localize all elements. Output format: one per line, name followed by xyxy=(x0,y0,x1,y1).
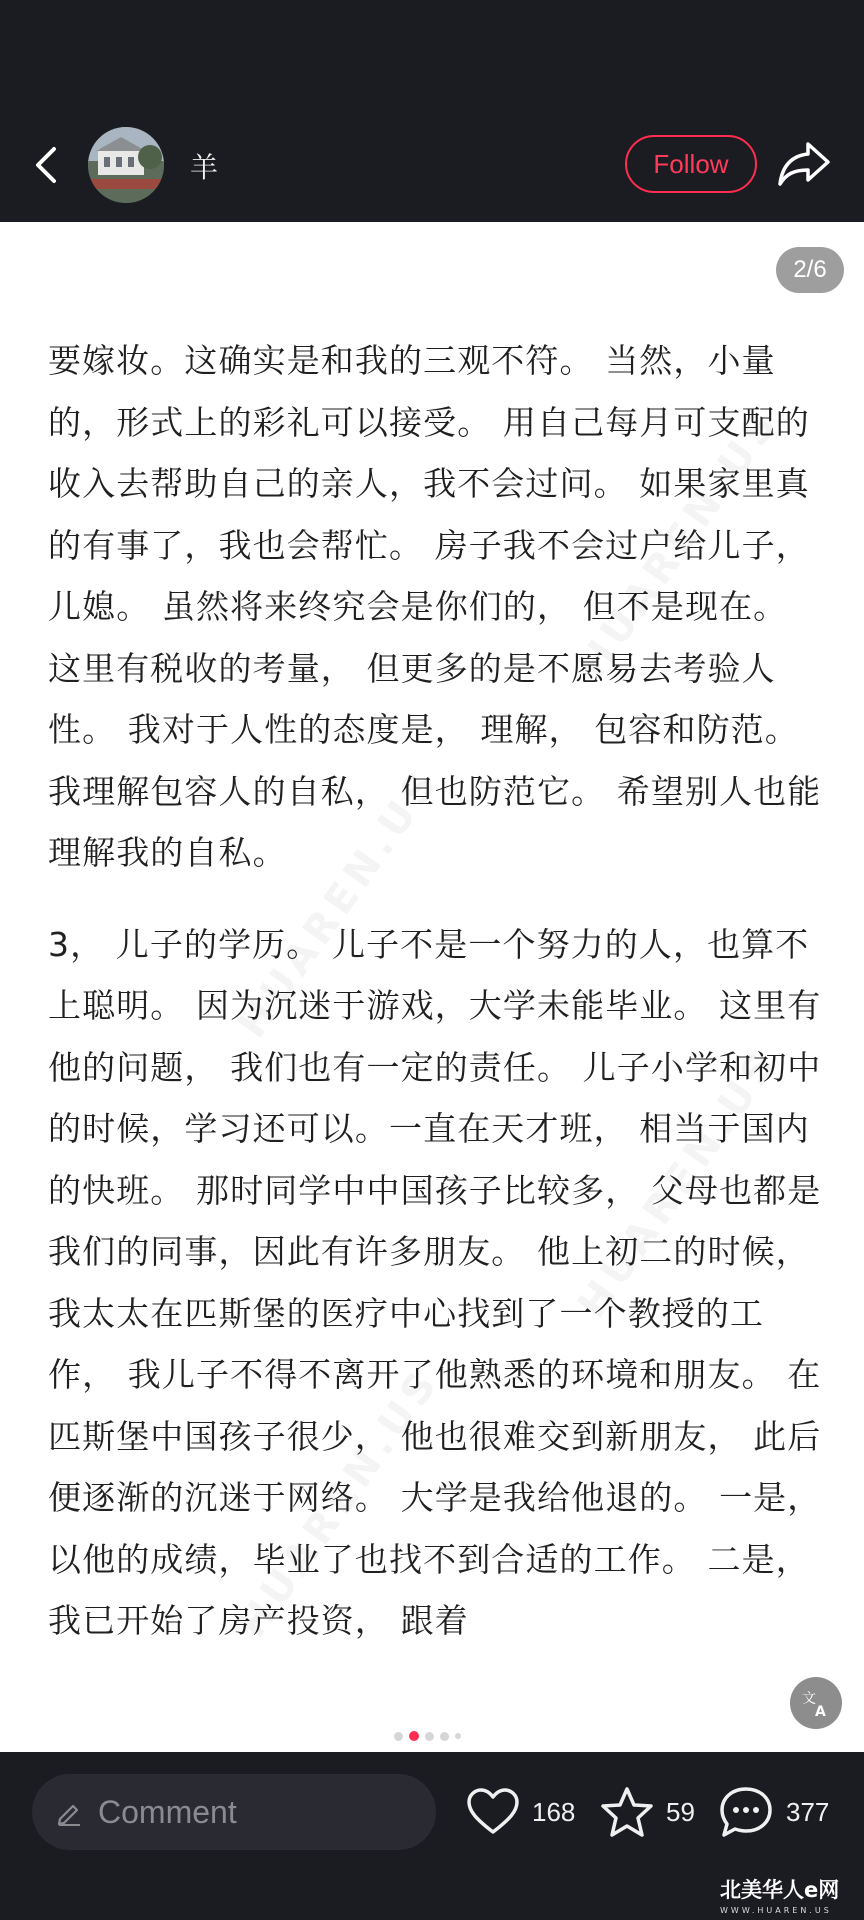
site-logo-name: 北美华人e网 xyxy=(720,1878,840,1902)
carousel-dot xyxy=(394,1732,403,1741)
page-counter: 2/6 xyxy=(776,247,844,293)
back-arrow-icon[interactable] xyxy=(28,140,64,190)
comment-count: 377 xyxy=(786,1796,830,1827)
comments-button[interactable] xyxy=(718,1782,829,1842)
share-icon[interactable] xyxy=(776,138,832,190)
carousel-dot xyxy=(455,1733,461,1739)
favorite-count: 59 xyxy=(666,1796,695,1827)
heart-icon xyxy=(466,1787,520,1837)
carousel-dot xyxy=(425,1732,434,1741)
translate-icon[interactable] xyxy=(790,1677,842,1729)
svg-text:文: 文 xyxy=(802,1691,816,1707)
carousel-dot-active xyxy=(409,1731,419,1741)
carousel-dot xyxy=(440,1732,449,1741)
svg-text:A: A xyxy=(815,1704,826,1719)
comment-input[interactable] xyxy=(98,1794,418,1831)
like-count: 168 xyxy=(532,1796,576,1827)
top-bar xyxy=(0,0,864,222)
site-logo-domain: WWW.HUAREN.US xyxy=(720,1906,832,1915)
username[interactable]: 羊 xyxy=(190,151,219,184)
pencil-icon xyxy=(54,1797,84,1827)
follow-button[interactable]: Follow xyxy=(625,135,757,193)
favorite-button[interactable] xyxy=(600,1782,695,1842)
site-logo xyxy=(720,1874,839,1915)
comment-box[interactable] xyxy=(32,1774,436,1850)
carousel-indicator xyxy=(394,1730,461,1742)
chat-bubble-icon xyxy=(718,1785,774,1839)
post-paragraph: 3， 儿子的学历。 儿子不是一个努力的人，也算不上聪明。 因为沉迷于游戏，大学未能毕业。 这里有他的问题， 我们也有一定的责任。 儿子小学和初中的时候，学习还可以。一直在天才班， 相当于国内的快班。 那时同学中中国孩子比较多， 父母也都是我们的同事，因此有许多朋友。 他上初二的时候， 我太太在匹斯堡的医疗中心找到了一个教授的工作， 我儿子不得不离开了他熟悉的环境和朋友。 在匹斯堡中国孩子很少， 他也很难交到新朋友， 此后便逐渐的沉迷于网络。 大学是我给他退的。 一是，以他的成绩，毕业了也找不到合适的工作。 二是， 我已开始了房产投资， 跟着 xyxy=(48,924,822,1640)
bottom-action-bar xyxy=(0,1752,864,1920)
like-button[interactable] xyxy=(466,1782,575,1842)
post-paragraph: 要嫁妆。这确实是和我的三观不符。 当然，小量的，形式上的彩礼可以接受。 用自己每月可支配的收入去帮助自己的亲人，我不会过问。 如果家里真的有事了，我也会帮忙。 房子我不会过户给儿子，儿媳。 虽然将来终究会是你们的， 但不是现在。 这里有税收的考量， 但更多的是不愿易去考验人性。 我对于人性的态度是， 理解， 包容和防范。 我理解包容人的自私， 但也防范它。 希望别人也能理解我的自私。 xyxy=(48,341,822,872)
post-content xyxy=(48,330,826,1652)
star-icon xyxy=(600,1786,654,1838)
avatar[interactable] xyxy=(88,127,164,203)
